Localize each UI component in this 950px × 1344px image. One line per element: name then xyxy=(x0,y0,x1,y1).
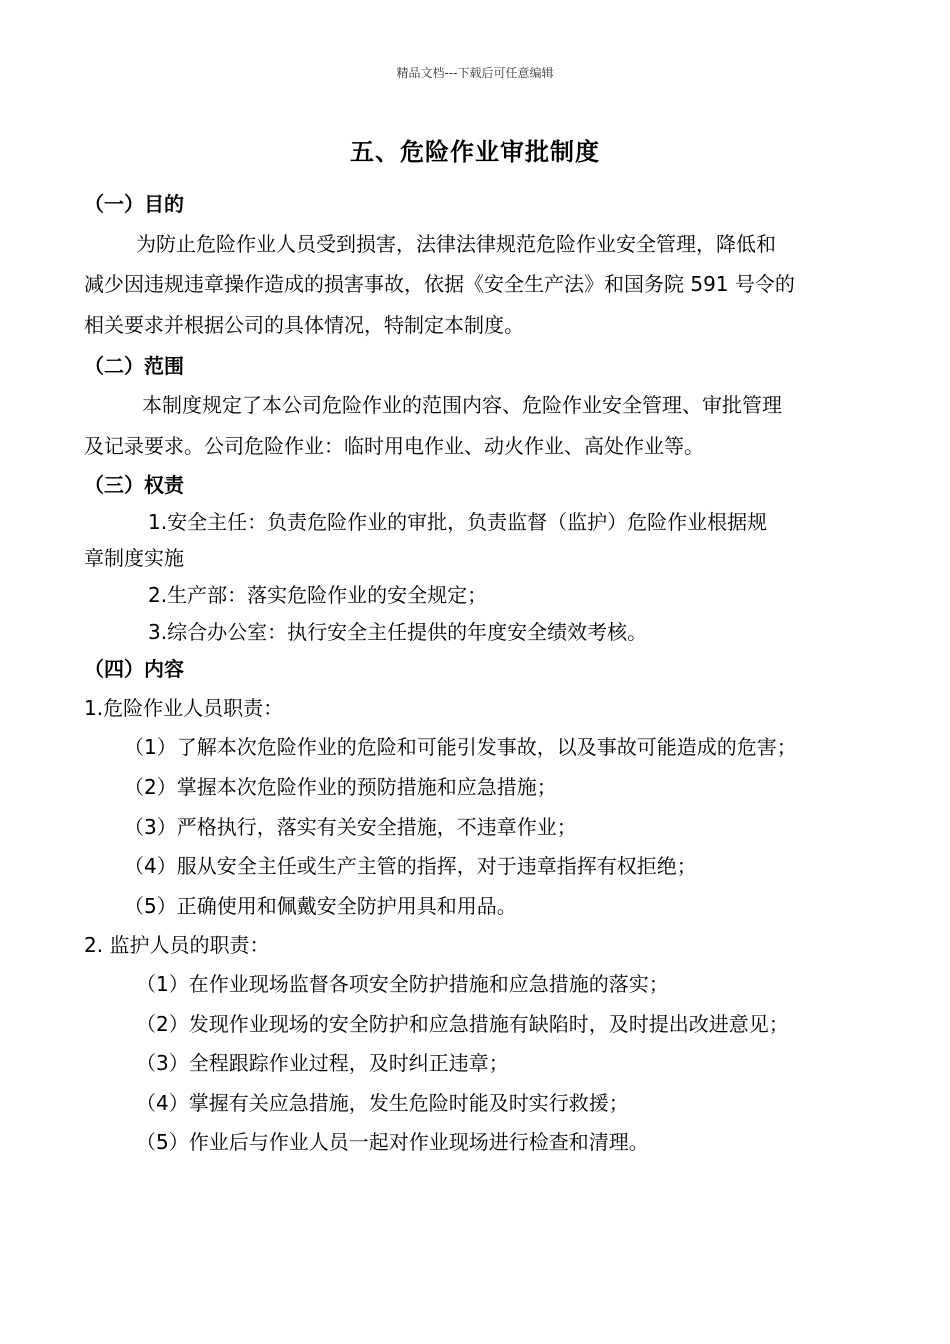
list-item: （5）作业后与作业人员一起对作业现场进行检查和清理。 xyxy=(136,1130,649,1154)
list-item: （4）服从安全主任或生产主管的指挥，对于违章指挥有权拒绝； xyxy=(124,854,697,878)
list-item: （3）全程跟踪作业过程，及时纠正违章； xyxy=(136,1051,509,1075)
paragraph-line: 及记录要求。公司危险作业：临时用电作业、动火作业、高处作业等。 xyxy=(84,434,704,458)
list-item: （4）掌握有关应急措施，发生危险时能及时实行救援； xyxy=(136,1091,629,1115)
list-item: （2）掌握本次危险作业的预防措施和应急措施； xyxy=(124,775,557,799)
paragraph-line: 3.综合办公室：执行安全主任提供的年度安全绩效考核。 xyxy=(148,620,648,644)
section-heading-content: （四）内容 xyxy=(84,657,184,681)
page-header: 精品文档---下载后可任意编辑 xyxy=(396,66,554,80)
section-heading-purpose: （一）目的 xyxy=(84,192,184,216)
paragraph-line: 为防止危险作业人员受到损害，法律法律规范危险作业安全管理，降低和 xyxy=(136,232,776,256)
subsection-title: 2. 监护人员的职责： xyxy=(84,933,270,957)
list-item: （3）严格执行，落实有关安全措施，不违章作业； xyxy=(124,815,577,839)
section-heading-scope: （二）范围 xyxy=(84,354,184,378)
list-item: （2）发现作业现场的安全防护和应急措施有缺陷时，及时提出改进意见； xyxy=(136,1012,789,1036)
paragraph-line: 相关要求并根据公司的具体情况，特制定本制度。 xyxy=(84,313,524,337)
subsection-title: 1.危险作业人员职责： xyxy=(84,696,284,720)
document-title: 五、危险作业审批制度 xyxy=(350,138,600,166)
list-item: （1）了解本次危险作业的危险和可能引发事故，以及事故可能造成的危害； xyxy=(124,735,797,759)
paragraph-line: 2.生产部：落实危险作业的安全规定； xyxy=(148,583,488,607)
list-item: （5）正确使用和佩戴安全防护用具和用品。 xyxy=(124,894,517,918)
paragraph-line: 章制度实施 xyxy=(84,546,184,570)
paragraph-line: 1.安全主任：负责危险作业的审批，负责监督（监护）危险作业根据规 xyxy=(148,510,768,534)
paragraph-line: 减少因违规违章操作造成的损害事故，依据《安全生产法》和国务院 591 号令的 xyxy=(84,272,795,296)
list-item: （1）在作业现场监督各项安全防护措施和应急措施的落实； xyxy=(136,972,669,996)
paragraph-line: 本制度规定了本公司危险作业的范围内容、危险作业安全管理、审批管理 xyxy=(142,393,782,417)
section-heading-responsibility: （三）权责 xyxy=(84,473,184,497)
